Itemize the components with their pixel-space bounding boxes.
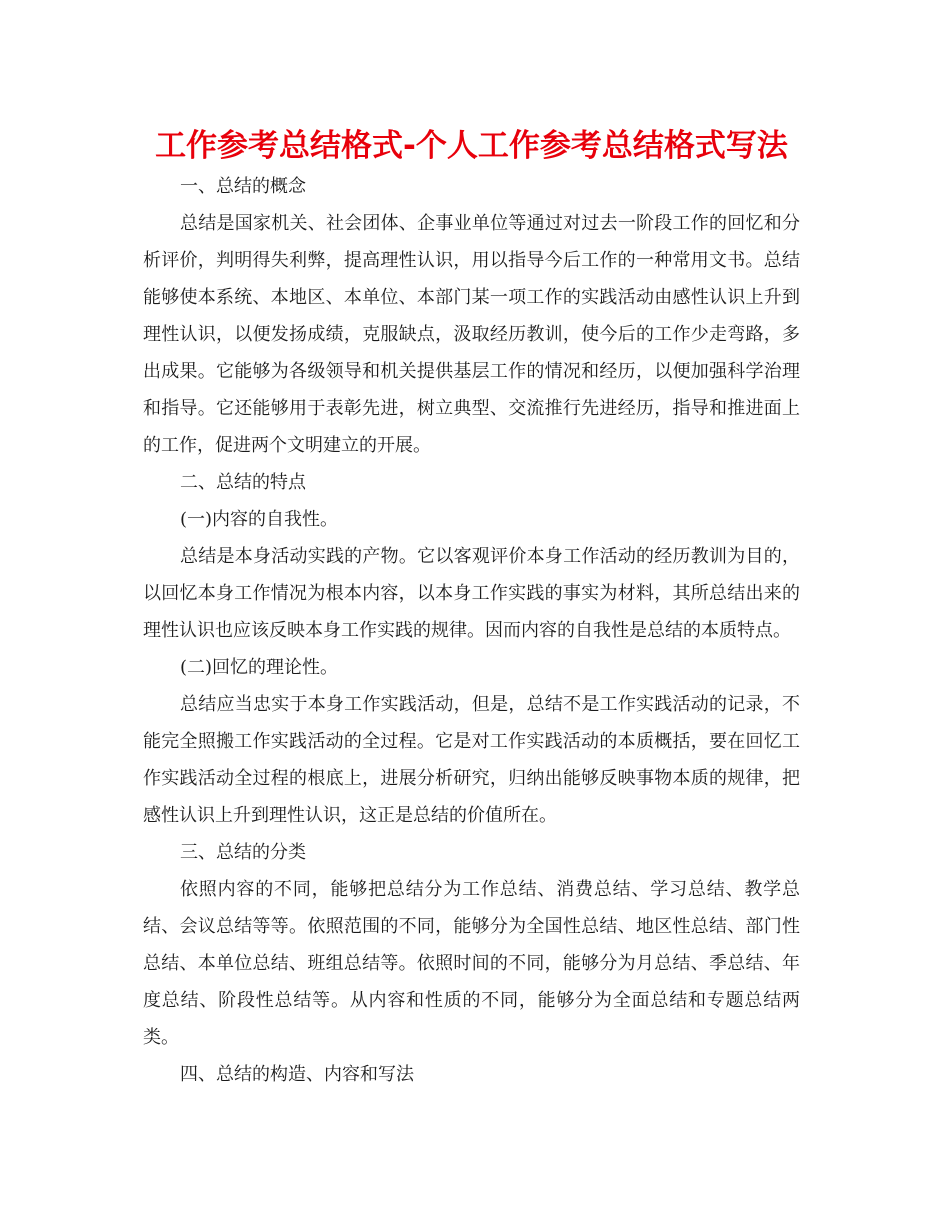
paragraph-self-content: 总结是本身活动实践的产物。它以客观评价本身工作活动的经历教训为目的，以回忆本身工作情况为根本内容，以本身工作实践的事实为材料，其所总结出来的理性认识也应该反映本身工作实践的规律。因而内容的自我性是总结的本质特点。 — [143, 546, 800, 641]
section-heading-structure: 四、总结的构造、内容和写法 — [180, 1064, 414, 1085]
subheading-self-content: (一)内容的自我性。 — [180, 509, 339, 530]
subheading-theory: (二)回忆的理论性。 — [180, 657, 339, 678]
paragraph-classification: 依照内容的不同，能够把总结分为工作总结、消费总结、学习总结、教学总结、会议总结等等。依照范围的不同，能够分为全国性总结、地区性总结、部门性总结、本单位总结、班组总结等。依照时间的不同，能够分为月总结、季总结、年度总结、阶段性总结等。从内容和性质的不同，能够分为全面总结和专题总结两类。 — [143, 879, 800, 1048]
paragraph-concept: 总结是国家机关、社会团体、企事业单位等通过对过去一阶段工作的回忆和分析评价，判明得失利弊，提高理性认识，用以指导今后工作的一种常用文书。总结能够使本系统、本地区、本单位、本部门某一项工作的实践活动由感性认识上升到理性认识，以便发扬成绩，克服缺点，汲取经历教训，使今后的工作少走弯路，多出成果。它能够为各级领导和机关提供基层工作的情况和经历，以便加强科学治理和指导。它还能够用于表彰先进，树立典型、交流推行先进经历，指导和推进面上的工作，促进两个文明建立的开展。 — [143, 213, 800, 456]
document-title: 工作参考总结格式-个人工作参考总结格式写法 — [155, 128, 788, 164]
section-heading-features: 二、总结的特点 — [180, 472, 306, 493]
paragraph-theory: 总结应当忠实于本身工作实践活动，但是，总结不是工作实践活动的记录，不能完全照搬工作实践活动的全过程。它是对工作实践活动的本质概括，要在回忆工作实践活动全过程的根底上，进展分析研究，归纳出能够反映事物本质的规律，把感性认识上升到理性认识，这正是总结的价值所在。 — [143, 694, 800, 826]
section-heading-classification: 三、总结的分类 — [180, 842, 306, 863]
section-heading-concept: 一、总结的概念 — [180, 176, 306, 197]
document-body — [143, 168, 800, 1093]
